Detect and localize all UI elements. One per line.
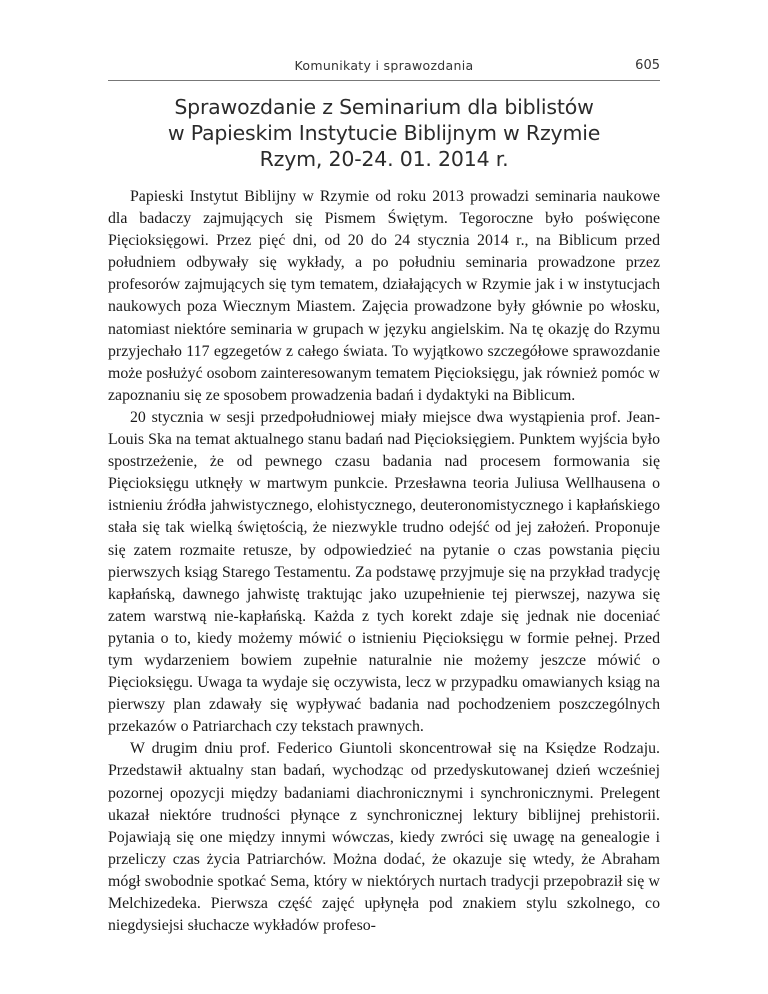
page-number: 605 [635, 58, 660, 73]
paragraph-3: W drugim dniu prof. Federico Giuntoli skoncentrował się na Księdze Rodzaju. Przedstawił aktualny stan badań, wychodząc od przedyskutowanej dzień wcześniej pozornej opozycji między badaniami diachronicznymi i synchronicznymi. Prelegent ukazał niektóre trudności płynące z synchronicznej lektury biblijnej prehistorii. Pojawiają się one między innymi wówczas, kiedy zwróci się uwagę na genealogie i przeliczy czas życia Patriarchów. Można dodać, że okazuje się wtedy, że Abraham mógł swobodnie spotkać Sema, który w niektórych nurtach tradycji przepobraził się w Melchizedeka. Pierwsza część zajęć upłynęła pod znakiem stylu szkolnego, co niegdysiejsi słuchacze wykładów profeso- [108, 740, 660, 935]
running-header-section: Komunikaty i sprawozdania [294, 58, 474, 73]
article-title [108, 94, 660, 172]
article-body [108, 186, 660, 937]
article-title-line-1: Sprawozdanie z Seminarium dla biblistów [174, 95, 594, 119]
article-title-line-3: Rzym, 20-24. 01. 2014 r. [259, 147, 509, 171]
article-title-line-2: w Papieskim Instytucie Biblijnym w Rzymie [167, 121, 601, 145]
running-header [108, 58, 660, 81]
paragraph-2: 20 stycznia w sesji przedpołudniowej miały miejsce dwa wystąpienia prof. Jean-Louis Ska na temat aktualnego stanu badań nad Pięcioksięgiem. Punktem wyjścia było spostrzeżenie, że od pewnego czasu badania nad procesem formowania się Pięcioksięgu utknęły w martwym punkcie. Przesławna teoria Juliusa Wellhausena o istnieniu źródła jahwistycznego, elohistycznego, deuteronomistycznego i kapłańskiego stała się tak wielką świętością, że niezwykle trudno odejść od jej założeń. Proponuje się zatem rozmaite retusze, by odpowiedzieć na pytanie o czas powstania pięciu pierwszych ksiąg Starego Testamentu. Za podstawę przyjmuje się na przykład tradycję kapłańską, dawnego jahwistę traktując jako uzupełnienie tej pierwszej, nazywa się zatem warstwą nie-kapłańską. Każda z tych korekt zdaje się jednak nie doceniać pytania o to, kiedy możemy mówić o istnieniu Pięcioksięgu w formie pełnej. Przed tym wydarzeniem bowiem zupełnie naturalnie nie możemy jeszcze mówić o Pięcioksięgu. Uwaga ta wydaje się oczywista, lecz w przypadku omawianych ksiąg na pierwszy plan zdawały się wypływać badania nad pochodzeniem poszczególnych przekazów o Patriarchach czy tekstach prawnych. [108, 408, 660, 736]
paragraph-1: Papieski Instytut Biblijny w Rzymie od roku 2013 prowadzi seminaria naukowe dla badaczy zajmujących się Pismem Świętym. Tegoroczne było poświęcone Pięcioksięgowi. Przez pięć dni, od 20 do 24 stycznia 2014 r., na Biblicum przed południem odbywały się wykłady, a po południu seminaria prowadzone przez profesorów zajmujących się tym tematem, działających w Rzymie jak i w instytucjach naukowych poza Wiecznym Miastem. Zajęcia prowadzone były głównie po włosku, natomiast niektóre seminaria w grupach w języku angielskim. Na tę okazję do Rzymu przyjechało 117 egzegetów z całego świata. To wyjątkowo szczegółowe sprawozdanie może posłużyć osobom zainteresowanym tematem Pięcioksięgu, jak również pomóc w zapoznaniu się ze sposobem prowadzenia badań i dydaktyki na Biblicum. [108, 188, 660, 404]
